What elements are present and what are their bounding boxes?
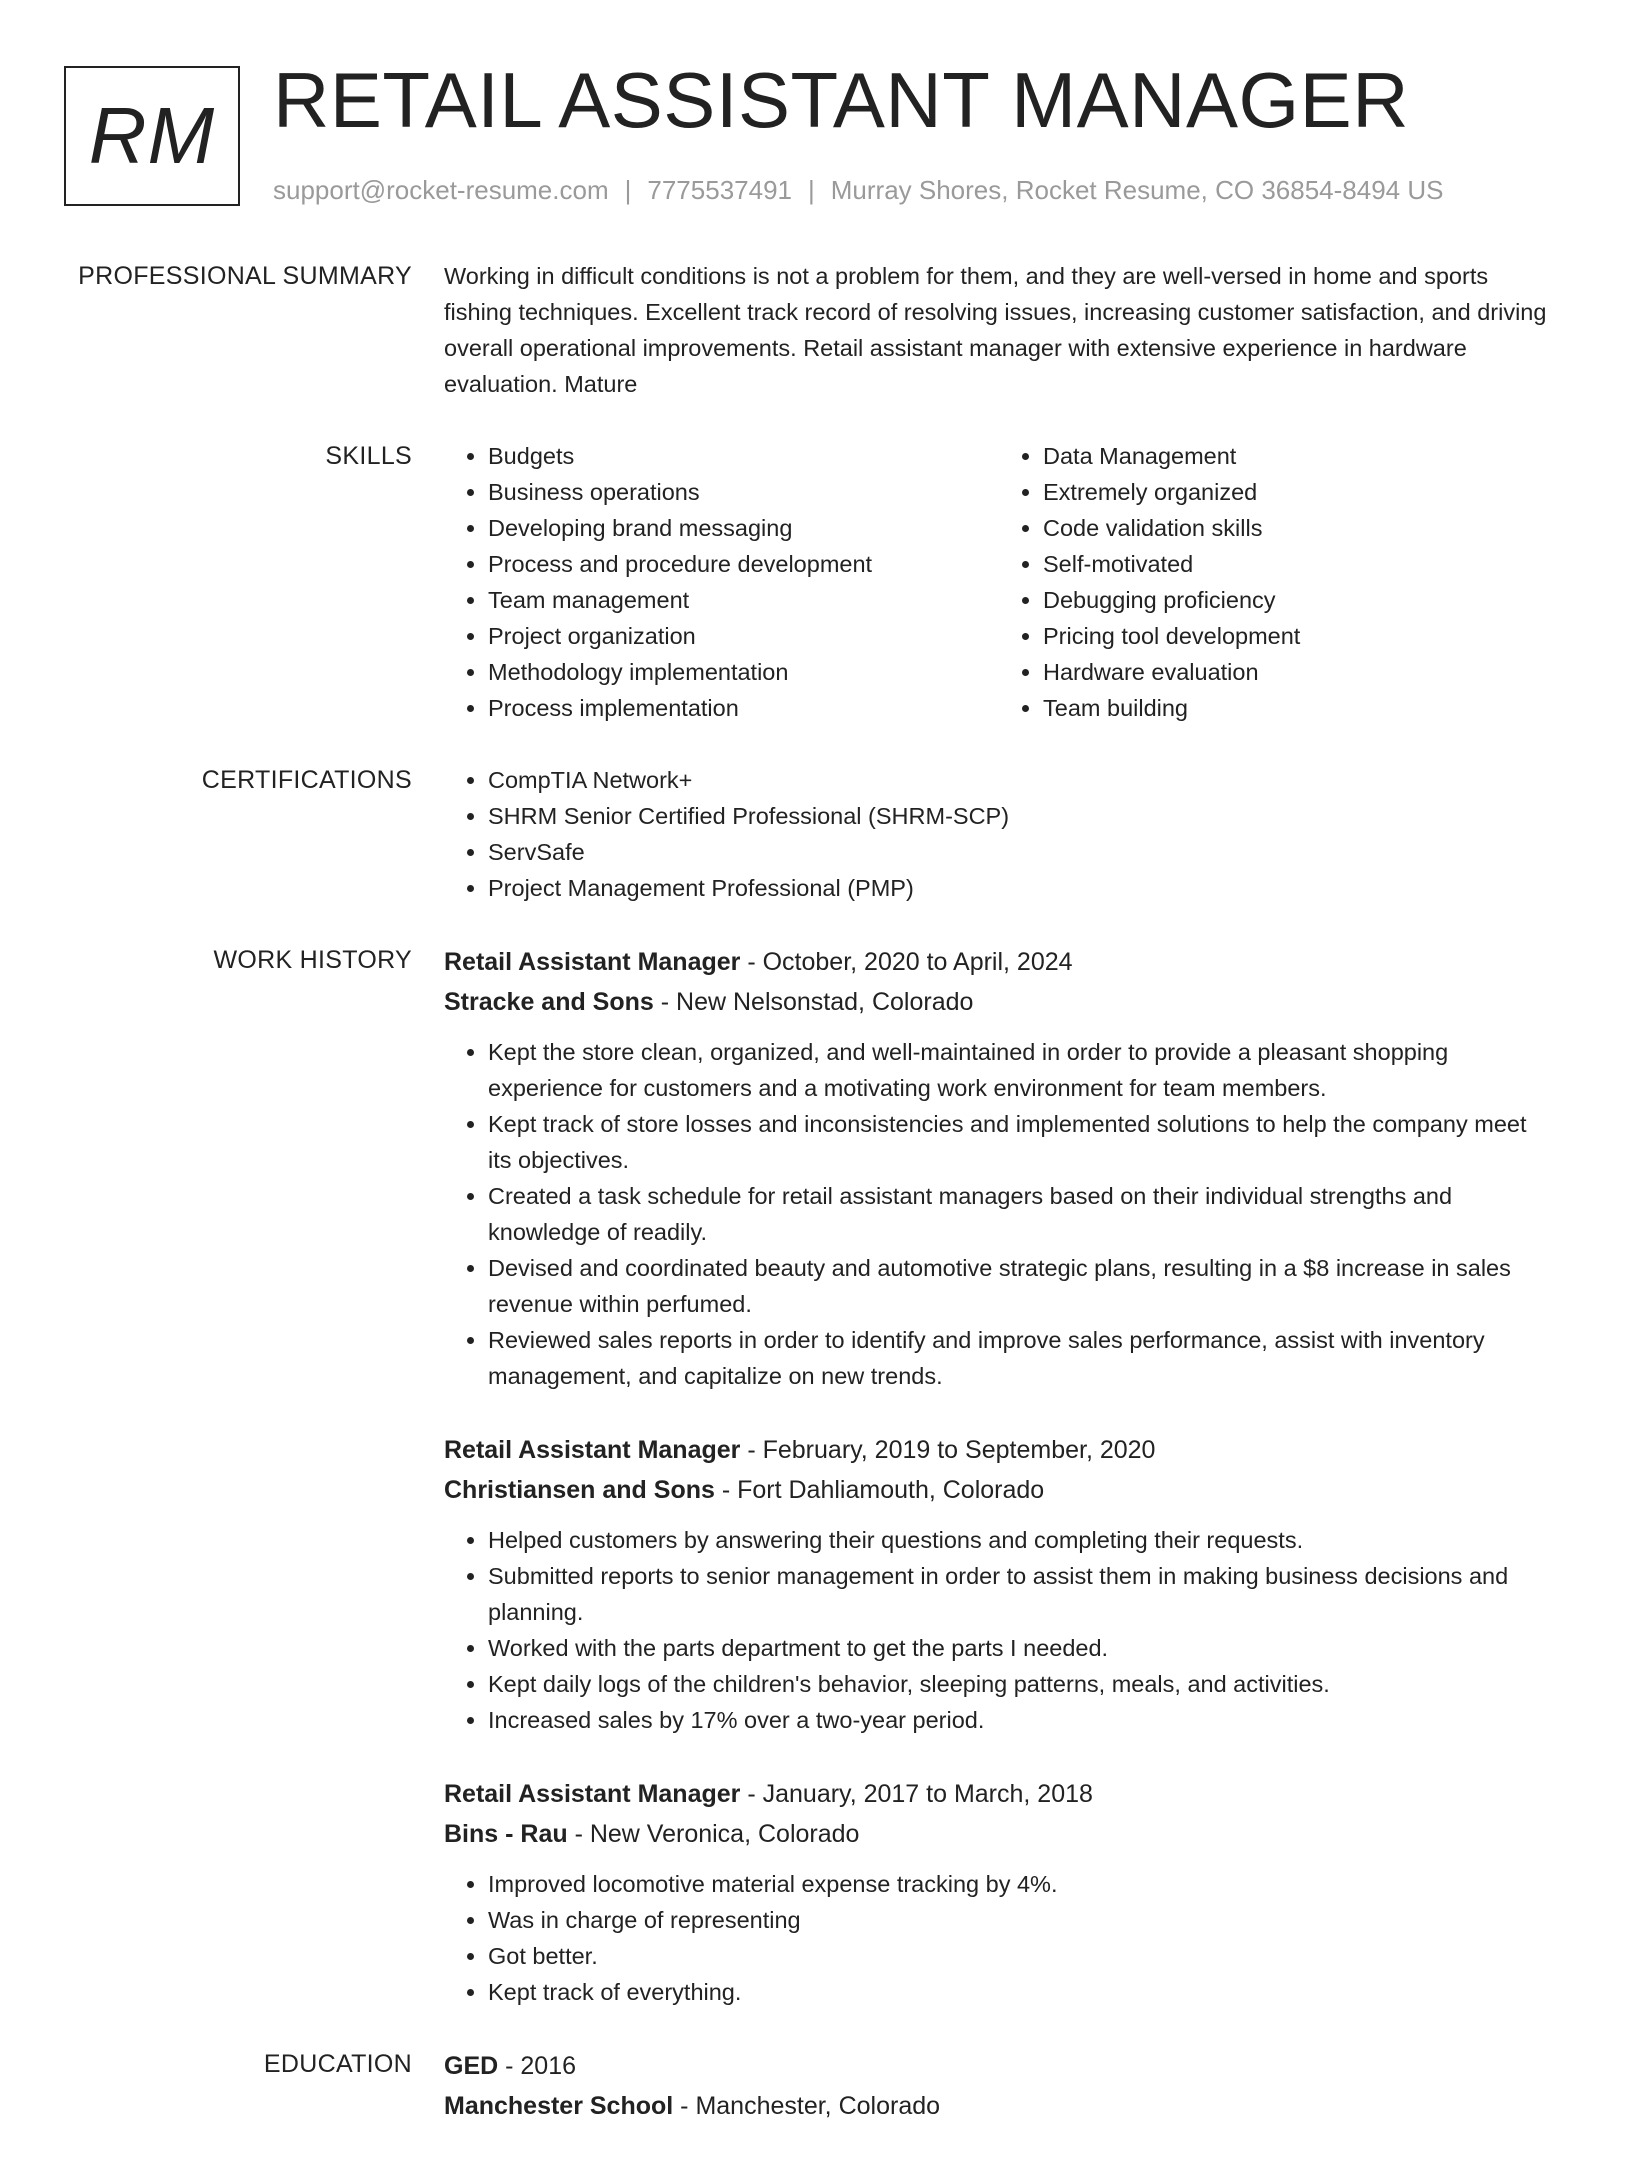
job-duties [444,1866,1554,2010]
certification-item: • CompTIA Network+ [488,762,1554,798]
skills-list-right [999,438,1554,726]
job-title-line [444,1774,1554,1814]
summary-text: Working in difficult conditions is not a problem for them, and they are well-versed in home and sports fishing techniques. Excellent track record of resolving issues, increasing customer satisfaction, and driving overall operational improvements. Retail assistant manager with extensive experience in hardware evaluation. Mature [444,263,1547,397]
education-heading: EDUCATION [263,2050,412,2078]
job-duty: • Devised and coordinated beauty and automotive strategic plans, resulting in a $8 increase in sales revenue within perfumed. [488,1250,1554,1322]
certification-item: • SHRM Senior Certified Professional (SHRM-SCP) [488,798,1554,834]
job-entry [444,1430,1554,1738]
skill-item: • Project organization [488,618,999,654]
skills-heading: SKILLS [325,442,412,470]
education-degree: GED [444,2052,499,2080]
job-title: Retail Assistant Manager [444,1436,741,1464]
job-duties [444,1522,1554,1738]
resume-content [0,258,1632,2162]
skill-item: • Data Management [1043,438,1554,474]
skill-item: • Team management [488,582,999,618]
skill-item: • Process implementation [488,690,999,726]
contact-phone: 7775537491 [647,175,792,205]
job-duty: • Helped customers by answering their questions and completing their requests. [488,1522,1554,1558]
certifications-heading: CERTIFICATIONS [201,766,412,794]
skill-item: • Extremely organized [1043,474,1554,510]
job-dates: - February, 2019 to September, 2020 [740,1436,1156,1464]
education-school: Manchester School [444,2092,674,2120]
job-duty: • Was in charge of representing [488,1902,1554,1938]
skill-item: • Process and procedure development [488,546,999,582]
job-title: Retail Assistant Manager [444,948,741,976]
job-duty: • Increased sales by 17% over a two-year period. [488,1702,1554,1738]
contact-separator: | [624,175,632,205]
skill-item: • Team building [1043,690,1554,726]
education-section [0,2046,1632,2126]
job-duty: • Got better. [488,1938,1554,1974]
work-history-section [0,942,1632,2010]
job-title-line [444,942,1554,982]
job-duty: • Reviewed sales reports in order to identify and improve sales performance, assist with inventory management, and capitalize on new trends. [488,1322,1554,1394]
contact-separator: | [808,175,815,205]
summary-section [0,258,1632,402]
skill-item: • Self-motivated [1043,546,1554,582]
skills-body [444,438,1554,726]
job-duty: • Created a task schedule for retail assistant managers based on their individual strengths and knowledge of readily. [488,1178,1554,1250]
job-title-line [444,1430,1554,1470]
job-duty: • Submitted reports to senior management in order to assist them in making business decisions and planning. [488,1558,1554,1630]
monogram-logo: RM [64,66,240,206]
skill-item: • Code validation skills [1043,510,1554,546]
job-duties [444,1034,1554,1394]
skill-item: • Business operations [488,474,999,510]
certifications-body [444,762,1554,906]
education-year: - 2016 [498,2052,577,2080]
job-duty: • Kept track of store losses and inconsistencies and implemented solutions to help the company meet its objectives. [488,1106,1554,1178]
job-entry [444,1774,1554,2010]
skill-item: • Pricing tool development [1043,618,1554,654]
job-company: Bins - Rau [444,1820,568,1848]
skill-item: • Budgets [488,438,999,474]
job-location: - Fort Dahliamouth, Colorado [714,1476,1045,1504]
skills-list-left [444,438,999,726]
contact-email: support@rocket-resume.com [273,175,609,205]
education-location: - Manchester, Colorado [673,2092,941,2120]
summary-body [444,258,1554,402]
contact-line [273,172,1443,208]
job-duty: • Kept daily logs of the children's behavior, sleeping patterns, meals, and activities. [488,1666,1554,1702]
job-company: Christiansen and Sons [444,1476,715,1504]
job-company-line [444,1470,1554,1510]
job-duty: • Improved locomotive material expense tracking by 4%. [488,1866,1554,1902]
skill-item: • Hardware evaluation [1043,654,1554,690]
job-title: Retail Assistant Manager [444,1780,741,1808]
job-company-line [444,1814,1554,1854]
skill-item: • Methodology implementation [488,654,999,690]
job-duty: • Kept the store clean, organized, and well-maintained in order to provide a pleasant shopping experience for customers and a motivating work environment for team members. [488,1034,1554,1106]
job-dates: - January, 2017 to March, 2018 [740,1780,1093,1808]
certification-item: • Project Management Professional (PMP) [488,870,1554,906]
job-location: - New Nelsonstad, Colorado [653,988,974,1016]
job-duty: • Kept track of everything. [488,1974,1554,2010]
certifications-section [0,762,1632,906]
education-body [444,2046,1554,2126]
skills-section [0,438,1632,726]
summary-heading: PROFESSIONAL SUMMARY [78,262,412,290]
job-company: Stracke and Sons [444,988,654,1016]
work-history-body [444,942,1554,2010]
job-dates: - October, 2020 to April, 2024 [740,948,1073,976]
job-company-line [444,982,1554,1022]
resume-title: RETAIL ASSISTANT MANAGER [273,56,1410,144]
skill-item: • Developing brand messaging [488,510,999,546]
work-history-heading: WORK HISTORY [213,946,412,974]
certifications-list [444,762,1554,906]
contact-address: Murray Shores, Rocket Resume, CO 36854-8494 US [830,175,1444,205]
education-school-line [444,2086,1554,2126]
job-duty: • Worked with the parts department to get the parts I needed. [488,1630,1554,1666]
education-degree-line [444,2046,1554,2086]
job-location: - New Veronica, Colorado [567,1820,860,1848]
certification-item: • ServSafe [488,834,1554,870]
job-entry [444,942,1554,1394]
skill-item: • Debugging proficiency [1043,582,1554,618]
